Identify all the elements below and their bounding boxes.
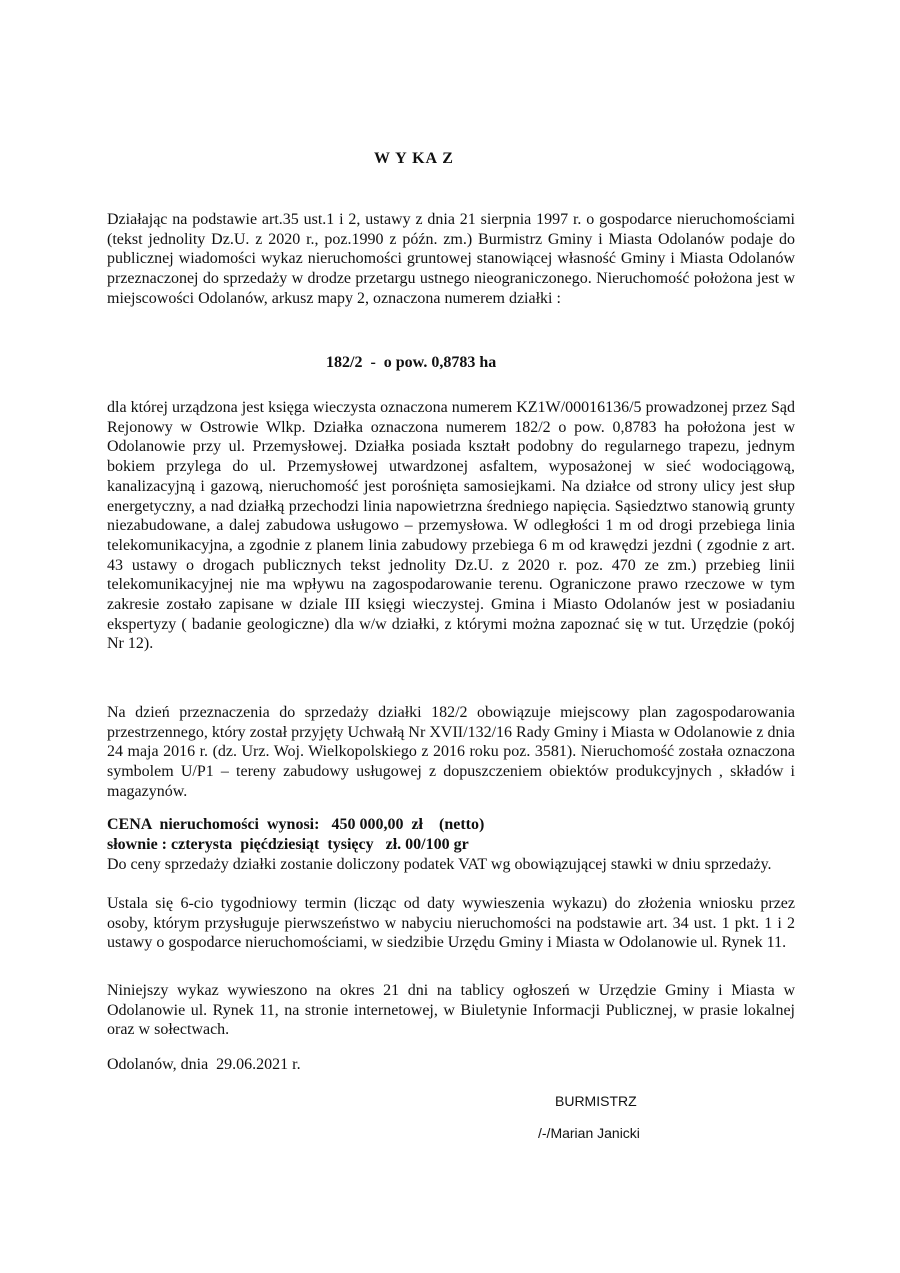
signature-title: BURMISTRZ: [555, 1093, 637, 1109]
vat-paragraph: Do ceny sprzedaży działki zostanie doliczony podatek VAT wg obowiązującej stawki w dniu sprzedaży.: [107, 856, 772, 873]
place-and-date: Odolanów, dnia 29.06.2021 r.: [107, 1056, 301, 1073]
price-line: CENA nieruchomości wynosi: 450 000,00 zł (netto): [107, 816, 485, 833]
signature-name: /-/Marian Janicki: [538, 1125, 640, 1141]
posting-paragraph: Niniejszy wykaz wywieszono na okres 21 dni na tablicy ogłoszeń w Urzędzie Gminy i Miasta w Odolanowie ul. Rynek 11, na stronie internetowej, w Biuletynie Informacji Publicznej, w prasie lokalnej oraz w sołectwach.: [107, 982, 795, 1039]
price-in-words: słownie : czterysta pięćdziesiąt tysięcy zł. 00/100 gr: [107, 836, 469, 853]
zoning-plan-paragraph: Na dzień przeznaczenia do sprzedaży działki 182/2 obowiązuje miejscowy plan zagospodarowania przestrzennego, który został przyjęty Uchwałą Nr XVII/132/16 Rady Gminy i Miasta w Odolanowie z dnia 24 maja 2016 r. (dz. Urz. Woj. Wielkopolskiego z 2016 roku poz. 3581). Nieruchomość została oznaczona symbolem U/P1 – tereny zabudowy usługowej z dopuszczeniem obiektów produkcyjnych , składów i magazynów.: [107, 704, 795, 800]
document-title: W Y KA Z: [374, 150, 454, 167]
parcel-heading: 182/2 - o pow. 0,8783 ha: [326, 354, 497, 371]
parcel-description-paragraph: dla której urządzona jest księga wieczysta oznaczona numerem KZ1W/00016136/5 prowadzonej przez Sąd Rejonowy w Ostrowie Wlkp. Działka oznaczona numerem 182/2 o pow. 0,8783 ha położona jest w Odolanowie przy ul. Przemysłowej. Działka posiada kształt podobny do regularnego trapezu, jednym bokiem przylega do ul. Przemysłowej utwardzonej asfaltem, wyposażonej w sieć wodociągową, kanalizacyjną i gazową, nieruchomość jest porośnięta samosiejkami. Na działce od strony ulicy jest słup energetyczny, a nad działką przechodzi linia napowietrzna średniego napięcia. Sąsiedztwo stanowią grunty niezabudowane, a dalej zabudowa usługowo – przemysłowa. W odległości 1 m od drogi przebiega linia telekomunikacyjna, a zgodnie z planem linia zabudowy przebiega 6 m od krawędzi jezdni ( zgodnie z art. 43 ustawy o drogach publicznych tekst jednolity Dz.U. z 2020 r. poz. 470 ze zm.) przebieg linii telekomunikacyjnej nie ma wpływu na zagospodarowanie terenu. Ograniczone prawo rzeczowe w tym zakresie zostało zapisane w dziale III księgi wieczystej. Gmina i Miasto Odolanów jest w posiadaniu ekspertyzy ( badanie geologiczne) dla w/w działki, z którymi można zapoznać się w tut. Urzędzie (pokój Nr 12).: [107, 399, 795, 653]
deadline-paragraph: Ustala się 6-cio tygodniowy termin (licząc od daty wywieszenia wykazu) do złożenia wniosku przez osoby, którym przysługuje pierwszeństwo w nabyciu nieruchomości na podstawie art. 34 ust. 1 pkt. 1 i 2 ustawy o gospodarce nieruchomościami, w siedzibie Urzędu Gminy i Miasta w Odolanowie ul. Rynek 11.: [107, 895, 795, 952]
intro-paragraph: Działając na podstawie art.35 ust.1 i 2, ustawy z dnia 21 sierpnia 1997 r. o gospodarce nieruchomościami (tekst jednolity Dz.U. z 2020 r., poz.1990 z późn. zm.) Burmistrz Gminy i Miasta Odolanów podaje do publicznej wiadomości wykaz nieruchomości gruntowej stanowiącej własność Gminy i Miasta Odolanów przeznaczonej do sprzedaży w drodze przetargu ustnego nieograniczonego. Nieruchomość położona jest w miejscowości Odolanów, arkusz mapy 2, oznaczona numerem działki :: [107, 211, 795, 307]
